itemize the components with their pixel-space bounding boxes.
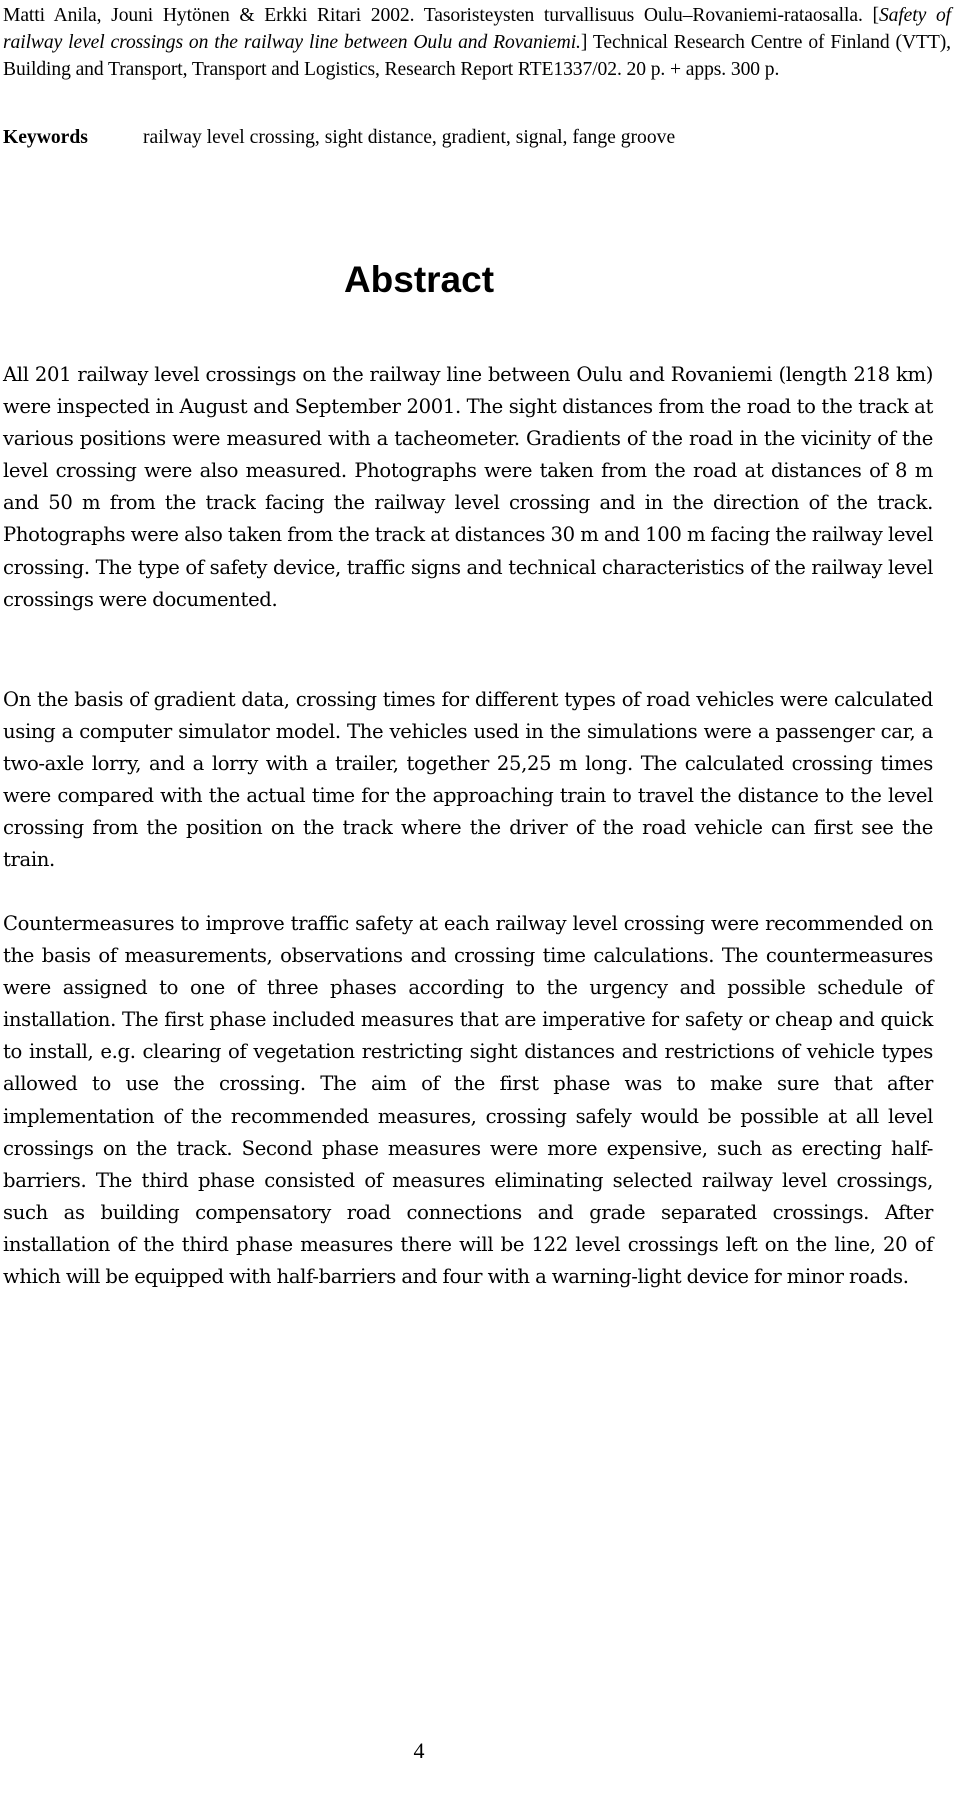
abstract-heading: Abstract xyxy=(343,259,495,300)
citation-block xyxy=(3,2,951,84)
page-number: 4 xyxy=(413,1738,425,1763)
keywords-label: Keywords xyxy=(3,127,88,148)
abstract-paragraph-1: All 201 railway level crossings on the railway line between Oulu and Rovaniemi (length 218 km) were inspected in August and September 2001. The sight distances from the road to the track at various positions were measured with a tacheometer. Gradients of the road in the vicinity of the level crossing were also measured. Photographs were taken from the road at distances of 8 m and 50 m from the track facing the railway level crossing and in the direction of the track. Photographs were also taken from the track at distances 30 m and 100 m facing the railway level crossing. The type of safety device, traffic signs and technical characteristics of the railway level crossings were documented. xyxy=(3,363,933,611)
citation-title-en: Safety of railway level crossings on the railway line between Oulu and Rovaniemi. xyxy=(3,5,951,54)
abstract-paragraph-3: Countermeasures to improve traffic safety at each railway level crossing were recommended on the basis of measurements, observations and crossing time calculations. The countermeasures were assigned to one of three phases according to the urgency and possible schedule of installation. The first phase included measures that are imperative for safety or cheap and quick to install, e.g. clearing of vegetation restricting sight distances and restrictions of vehicle types allowed to use the crossing. The aim of the first phase was to make sure that after implementation of the recommended measures, crossing safely would be possible at all level crossings on the track. Second phase measures were more expensive, such as erecting half-barriers. The third phase consisted of measures eliminating selected railway level crossings, such as building compensatory road connections and grade separated crossings. After installation of the third phase measures there will be 122 level crossings left on the line, 20 of which will be equipped with half-barriers and four with a warning-light device for minor roads. xyxy=(3,912,933,1289)
citation-authors-title-fi: Matti Anila, Jouni Hytönen & Erkki Ritari 2002. Tasoristeysten turvallisuus Oulu–Rovaniemi-rataosalla. [ xyxy=(3,5,879,26)
abstract-paragraph-2: On the basis of gradient data, crossing times for different types of road vehicles were calculated using a computer simulator model. The vehicles used in the simulations were a passenger car, a two-axle lorry, and a lorry with a trailer, together 25,25 m long. The calculated crossing times were compared with the actual time for the approaching train to travel the distance to the level crossing from the position on the track where the driver of the road vehicle can first see the train. xyxy=(3,688,933,872)
citation-publisher-details: ] Technical Research Centre of Finland (VTT), Building and Transport, Transport and Logistics, Research Report RTE1337/02. 20 p. + apps. 300 p. xyxy=(3,32,951,81)
keywords-value: railway level crossing, sight distance, gradient, signal, fange groove xyxy=(143,127,676,148)
